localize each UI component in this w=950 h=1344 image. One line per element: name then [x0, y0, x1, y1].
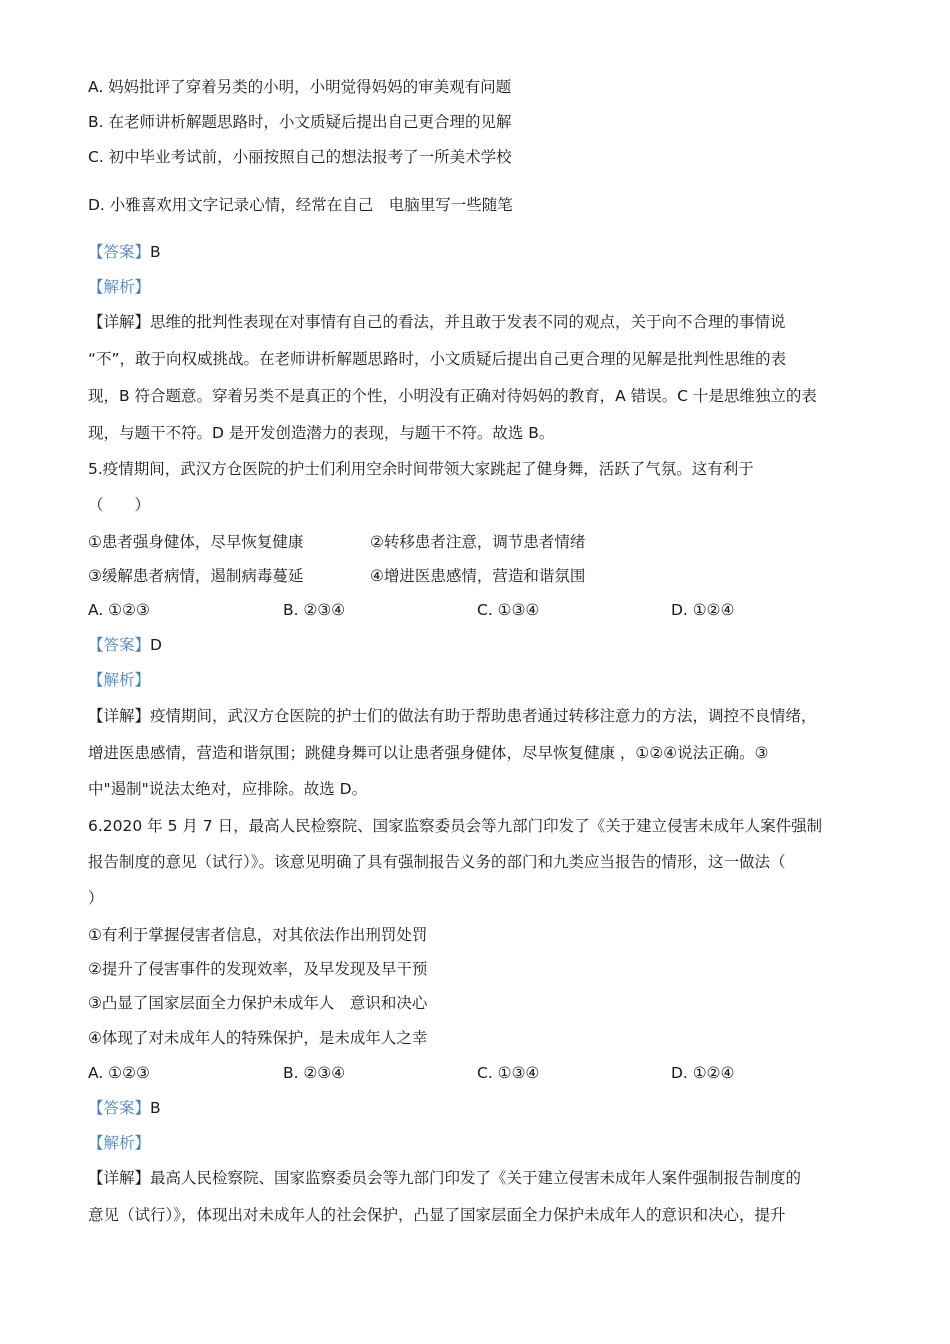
q5-choice-a: A. ①②③ [88, 601, 150, 619]
detail-text: 疫情期间，武汉方仓医院的护士们的做法有助于帮助患者通过转移注意力的方法，调控不良情绪， [150, 707, 817, 725]
answer-value: D [150, 636, 162, 654]
q6-detail-line-2: 意见（试行）》，体现出对未成年人的社会保护，凸显了国家层面全力保护未成年人的意识和决心，提升 [88, 1206, 786, 1224]
q5-stem-line-2: （ ） [88, 496, 151, 514]
q5-item-3: ③缓解患者病情，遏制病毒蔓延 [88, 567, 304, 585]
detail-tag: 【详解】 [88, 1169, 151, 1187]
q6-stem-line-3: ） [88, 889, 104, 907]
q5-choice-b: B. ②③④ [283, 601, 346, 619]
q6-choice-c: C. ①③④ [477, 1064, 540, 1082]
q6-choice-b: B. ②③④ [283, 1064, 346, 1082]
q5-item-1: ①患者强身健体，尽早恢复健康 [88, 533, 304, 551]
q6-item-3: ③凸显了国家层面全力保护未成年人 意识和决心 [88, 994, 428, 1012]
q6-choice-d: D. ①②④ [671, 1064, 735, 1082]
q4-detail-line-1 [88, 311, 890, 333]
q6-answer-line [88, 1097, 890, 1119]
q4-detail-line-4: 现，与题干不符。D 是开发创造潜力的表现，与题干不符。故选 B。 [88, 424, 555, 442]
q4-answer-line [88, 241, 890, 263]
q4-detail-line-3: 现，B 符合题意。穿着另类不是真正的个性，小明没有正确对待妈妈的教育，A 错误。C 十是思维独立的表 [88, 387, 817, 405]
detail-text: 最高人民检察院、国家监察委员会等九部门印发了《关于建立侵害未成年人案件强制报告制度的 [150, 1169, 802, 1187]
q6-item-2: ②提升了侵害事件的发现效率，及早发现及早干预 [88, 960, 428, 978]
q6-item-1: ①有利于掌握侵害者信息，对其依法作出刑罚处罚 [88, 926, 428, 944]
analysis-tag: 【解析】 [88, 1134, 151, 1152]
q4-option-c: C. 初中毕业考试前，小丽按照自己的想法报考了一所美术学校 [88, 148, 512, 166]
q5-detail-line-3: 中"遏制"说法太绝对，应排除。故选 D。 [88, 780, 368, 798]
q5-choice-d: D. ①②④ [671, 601, 735, 619]
detail-text: 思维的批判性表现在对事情有自己的看法，并且敢于发表不同的观点，关于向不合理的事情说 [150, 313, 786, 331]
q4-detail-line-2: “不”，敢于向权威挑战。在老师讲析解题思路时，小文质疑后提出自己更合理的见解是批判性思维的表 [88, 350, 787, 368]
q6-analysis-tag [88, 1132, 890, 1154]
q4-option-a: A. 妈妈批评了穿着另类的小明，小明觉得妈妈的审美观有问题 [88, 78, 512, 96]
q6-item-4: ④体现了对未成年人的特殊保护，是未成年人之幸 [88, 1029, 428, 1047]
q5-analysis-tag [88, 669, 890, 691]
q5-detail-line-1 [88, 705, 890, 727]
q5-detail-line-2: 增进医患感情，营造和谐氛围；跳健身舞可以让患者强身健体，尽早恢复健康 ，①②④说法正确。③ [88, 744, 769, 762]
q5-stem-line-1: 5.疫情期间，武汉方仓医院的护士们利用空余时间带领大家跳起了健身舞，活跃了气氛。这有利于 [88, 460, 754, 478]
analysis-tag: 【解析】 [88, 671, 151, 689]
answer-tag: 【答案】 [88, 1099, 151, 1117]
q6-detail-line-1 [88, 1167, 890, 1189]
answer-value: B [150, 243, 161, 261]
analysis-tag: 【解析】 [88, 278, 151, 296]
q4-option-d: D. 小雅喜欢用文字记录心情，经常在自己 电脑里写一些随笔 [88, 196, 513, 214]
q5-answer-line [88, 634, 890, 656]
q5-item-4: ④增进医患感情，营造和谐氛围 [370, 567, 586, 585]
q4-analysis-tag [88, 276, 890, 298]
detail-tag: 【详解】 [88, 707, 151, 725]
q6-stem-line-2: 报告制度的意见（试行）》。该意见明确了具有强制报告义务的部门和九类应当报告的情形，这一做法（ [88, 853, 786, 871]
q5-item-2: ②转移患者注意，调节患者情绪 [370, 533, 586, 551]
q4-option-b: B. 在老师讲析解题思路时，小文质疑后提出自己更合理的见解 [88, 113, 512, 131]
q6-stem-line-1: 6.2020 年 5 月 7 日，最高人民检察院、国家监察委员会等九部门印发了《关于建立侵害未成年人案件强制 [88, 817, 823, 835]
q5-choice-c: C. ①③④ [477, 601, 540, 619]
q6-choice-a: A. ①②③ [88, 1064, 150, 1082]
answer-tag: 【答案】 [88, 243, 151, 261]
answer-value: B [150, 1099, 161, 1117]
detail-tag: 【详解】 [88, 313, 151, 331]
answer-tag: 【答案】 [88, 636, 151, 654]
